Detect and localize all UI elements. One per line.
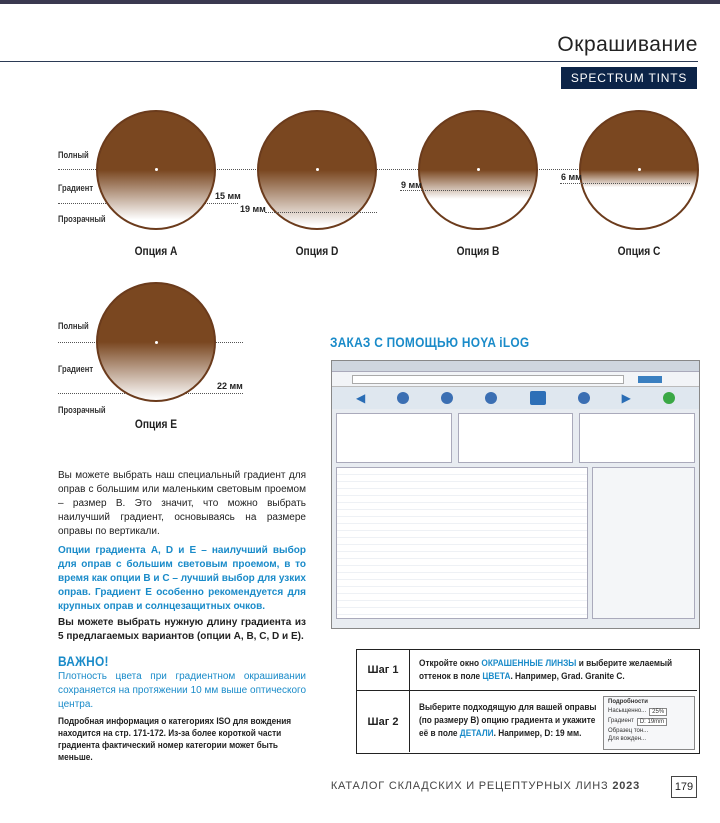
ok-icon — [663, 392, 675, 404]
label-full: Полный — [58, 321, 89, 331]
center-dot — [316, 168, 319, 171]
label-clear: Прозрачный — [58, 214, 106, 224]
guide-line — [400, 190, 530, 191]
step-2-label: Шаг 2 — [357, 691, 410, 752]
step-text: и выберите желаемый оттенок в поле — [419, 658, 673, 681]
forward-arrow-icon: ▶ — [621, 391, 631, 405]
panel — [336, 413, 452, 463]
label-gradient: Градиент — [58, 183, 94, 193]
toolbar-icon-active — [530, 391, 546, 405]
browser-button — [638, 376, 662, 383]
url-field — [352, 375, 624, 384]
step-row-2 — [357, 691, 697, 752]
details-row — [604, 717, 694, 727]
option-a-mm: 15 мм — [215, 191, 241, 201]
details-row-label: Градиент — [608, 718, 634, 724]
table-area — [332, 467, 699, 619]
center-dot — [477, 168, 480, 171]
center-dot — [155, 341, 158, 344]
step-text: . Например, D: 19 мм. — [493, 728, 582, 738]
option-b-mm: 9 мм — [401, 180, 422, 190]
important-heading: ВАЖНО! — [58, 653, 109, 669]
details-box — [603, 696, 695, 750]
option-c-label: Опция C — [617, 244, 661, 258]
browser-tabbar — [332, 361, 699, 372]
toolbar — [332, 387, 699, 409]
footer-catalog — [331, 780, 640, 792]
panel — [458, 413, 574, 463]
details-row — [604, 707, 694, 717]
paragraph-3: Вы можете выбрать нужную длину градиента из 5 предлагаемых вариантов (опции A, B, C, D и E). — [58, 617, 306, 642]
step-highlight: ДЕТАЛИ — [459, 728, 494, 738]
footer-year: 2023 — [612, 780, 640, 792]
step-highlight: ЦВЕТА — [482, 671, 511, 681]
label-clear: Прозрачный — [58, 405, 106, 415]
step-row-1 — [357, 650, 697, 691]
center-dot — [155, 168, 158, 171]
option-e-label: Опция E — [134, 417, 178, 431]
details-panel — [592, 467, 695, 619]
step-text: Выберите подходящую для вашей оправы (по размеру B) опцию градиента и укажите её в поле — [419, 702, 597, 738]
step-2-text — [419, 701, 603, 740]
toolbar-icon — [397, 392, 409, 404]
details-row-label: Насыщенно... — [608, 708, 647, 714]
back-arrow-icon: ◀ — [356, 391, 366, 405]
details-title: Подробности — [608, 699, 648, 705]
details-select[interactable]: D: 19mm — [637, 718, 667, 726]
option-b-label: Опция B — [456, 244, 500, 258]
step-text: Откройте окно — [419, 658, 482, 668]
option-c-mm: 6 мм — [561, 172, 582, 182]
steps-table — [356, 649, 700, 754]
details-row-label: Для вожден... — [608, 736, 647, 742]
option-d-label: Опция D — [295, 244, 339, 258]
paragraph-2: Опции градиента A, D и E – наилучший выбор для оправ с большим световым проемом, в то время как опции B и C – лучший выбор для узких оправ. Градиент E особенно рекомендуется для крупных оправ и солнцезащитных очков. — [58, 545, 306, 612]
guide-line — [265, 212, 377, 213]
paragraph-4: Плотность цвета при градиентном окрашивании сохраняется на протяжении 10 мм выше оптического центра. — [58, 671, 306, 710]
ilog-screenshot — [331, 360, 700, 629]
label-gradient: Градиент — [58, 364, 94, 374]
toolbar-icon — [578, 392, 590, 404]
toolbar-icon — [441, 392, 453, 404]
paragraph-1: Вы можете выбрать наш специальный градиент для оправ с большим или маленьким световым проемом – размер B. Это значит, что можно выбрать наилучший градиент, основываясь на размере оправы по вертикали. — [58, 470, 306, 537]
center-dot — [638, 168, 641, 171]
step-1-label: Шаг 1 — [357, 650, 410, 690]
lens-table — [336, 467, 588, 619]
panel-row — [332, 409, 699, 467]
option-d-mm: 19 мм — [240, 204, 266, 214]
guide-line — [560, 183, 690, 184]
step-highlight: ОКРАШЕННЫЕ ЛИНЗЫ — [481, 658, 577, 668]
footer-text: КАТАЛОГ СКЛАДСКИХ И РЕЦЕПТУРНЫХ ЛИНЗ — [330, 780, 609, 792]
toolbar-icon — [485, 392, 497, 404]
browser-addressbar — [332, 372, 699, 387]
details-row-label: Образец тон... — [608, 728, 649, 734]
section-badge: SPECTRUM TINTS — [561, 67, 697, 89]
header-rule — [0, 61, 698, 62]
panel — [579, 413, 695, 463]
option-e-mm: 22 мм — [217, 381, 243, 391]
step-text: . Например, Grad. Granite C. — [510, 671, 625, 681]
step-1-text — [419, 657, 677, 683]
page-title: Окрашивание — [557, 33, 698, 56]
ilog-heading: ЗАКАЗ С ПОМОЩЬЮ HOYA iLOG — [330, 334, 530, 350]
option-a-label: Опция A — [134, 244, 178, 258]
paragraph-5: Подробная информация о категориях ISO для вождения находится на стр. 171-172. Из-за более короткой части градиента фактический номер категории может быть меньше. — [58, 716, 292, 762]
page-number: 179 — [671, 776, 697, 798]
label-full: Полный — [58, 150, 89, 160]
details-select[interactable]: 25% — [649, 708, 667, 716]
top-border — [0, 0, 720, 4]
